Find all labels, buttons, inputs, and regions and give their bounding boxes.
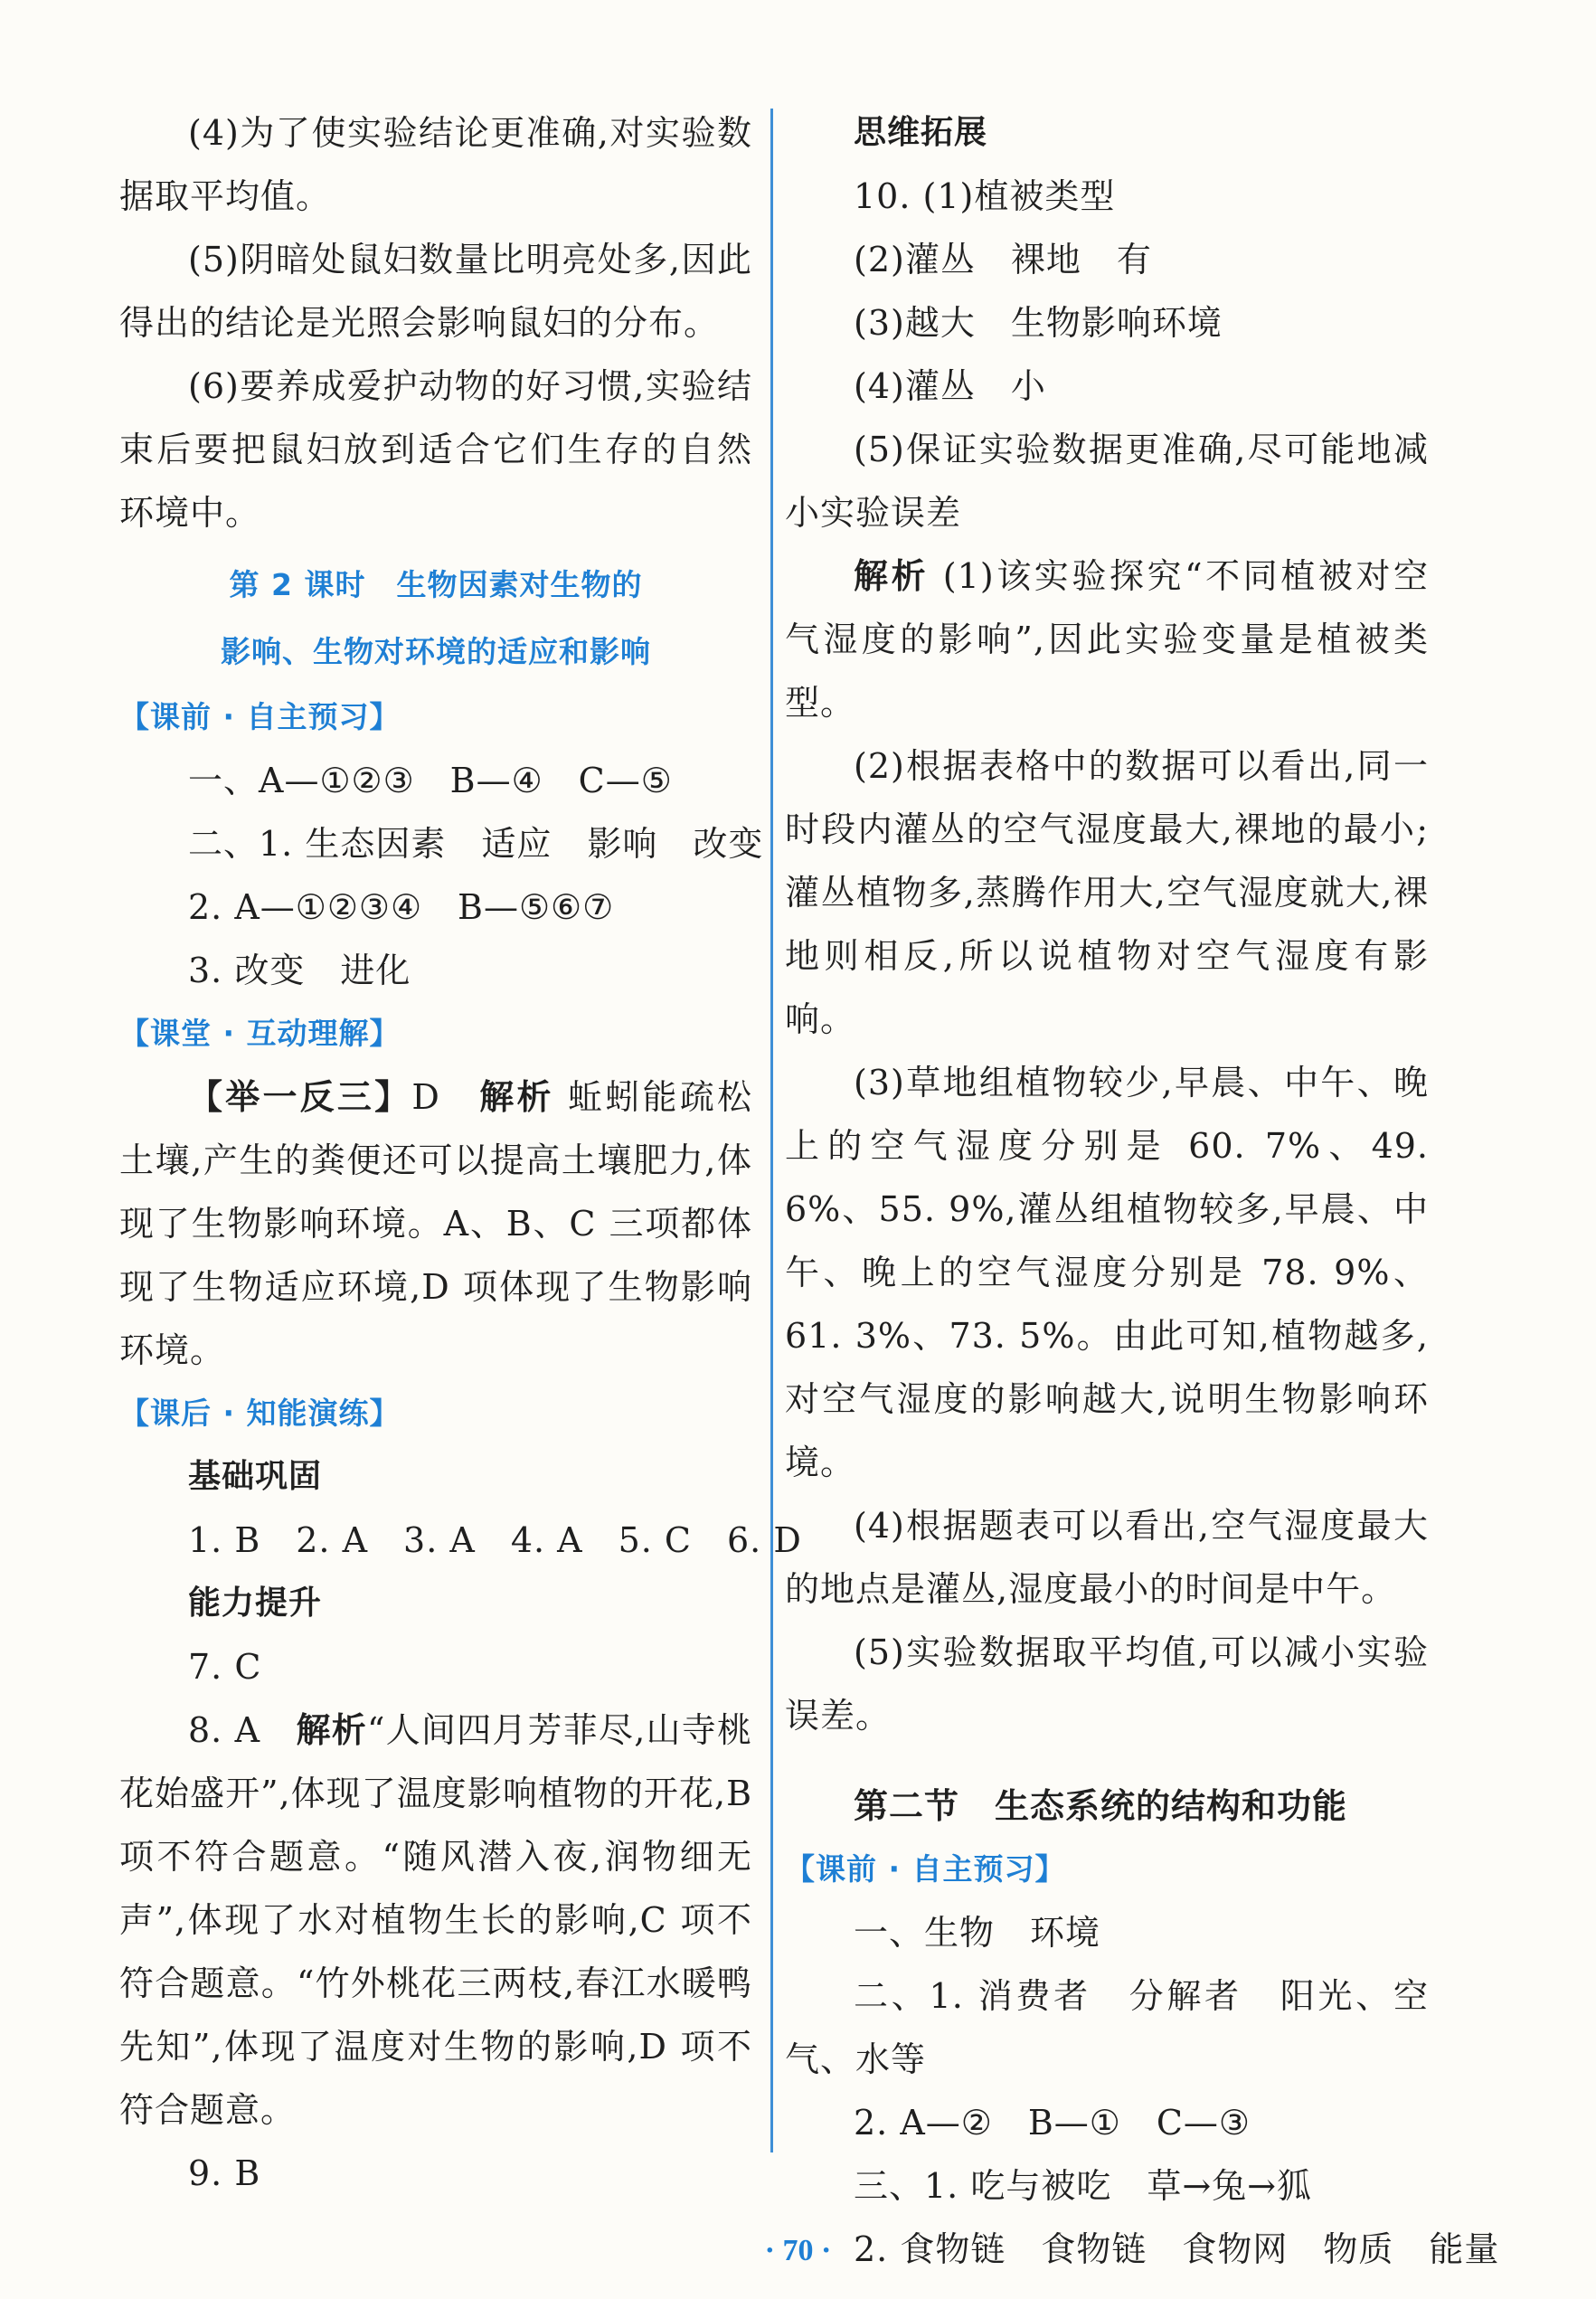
section-answer-4: 三、1. 吃与被吃 草→兔→狐 [854, 2166, 1313, 2206]
preview-answer-4: 3. 改变 进化 [188, 951, 411, 990]
answer-9: 9. B [188, 2153, 261, 2193]
example-label: 【举一反三】 [188, 1077, 412, 1117]
example-text: 蚯蚓能疏松土壤,产生的粪便还可以提高土壤肥力,体现了生物影响环境。A、B、C 三项都体现了生物适应环境,D 项体现了生物影响环境。 [119, 1077, 752, 1370]
section-title: 第二节 生态系统的结构和功能 [854, 1786, 1348, 1826]
column-divider [770, 109, 773, 2152]
answer-10-1: 10. (1)植被类型 [854, 176, 1116, 216]
analysis-10-2: (2)根据表格中的数据可以看出,同一时段内灌丛的空气湿度最大,裸地的最小;灌丛植物多,蒸腾作用大,空气湿度就大,裸地则相反,所以说植物对空气湿度有影响。 [785, 746, 1429, 1039]
answer-8-choice: 8. A [188, 1710, 297, 1750]
section-answer-2: 二、1. 消费者 分解者 阳光、空气、水等 [785, 1976, 1429, 2079]
lesson-title-line-2: 影响、生物对环境的适应和影响 [221, 634, 651, 669]
analysis-10-1 [785, 544, 1429, 734]
answer-6: (6)要养成爱护动物的好习惯,实验结束后要把鼠妇放到适合它们生存的自然环境中。 [119, 366, 752, 533]
answer-5: (5)阴暗处鼠妇数量比明亮处多,因此得出的结论是光照会影响鼠妇的分布。 [119, 240, 752, 343]
section-answer-5: 2. 食物链 食物链 食物网 物质 能量 [854, 2229, 1500, 2269]
tag-preview: 【课前 · 自主预习】 [119, 699, 401, 734]
left-column [119, 101, 802, 2205]
tag-preview-2: 【课前 · 自主预习】 [785, 1851, 1066, 1887]
answer-10-2: (2)灌丛 裸地 有 [854, 240, 1152, 279]
page-number: · 70 · [764, 2234, 832, 2267]
answer-8-text: “人间四月芳菲尽,山寺桃花始盛开”,体现了温度影响植物的开花,B 项不符合题意。“随风潜入夜,润物细无声”,体现了水对植物生长的影响,C 项不符合题意。“竹外桃花三两枝,春江水暖鸭先知”,体现了温度对生物的影响,D 项不符合题意。 [119, 1710, 752, 2130]
preview-answer-1: 一、A—①②③ B—④ C—⑤ [188, 761, 673, 800]
subhead-ability: 能力提升 [188, 1585, 323, 1622]
subhead-basic: 基础巩固 [188, 1458, 323, 1495]
section-answer-1: 一、生物 环境 [854, 1913, 1101, 1953]
tag-classroom: 【课堂 · 互动理解】 [119, 1016, 401, 1051]
answer-10-5: (5)保证实验数据更准确,尽可能地减小实验误差 [785, 430, 1429, 533]
right-column [785, 101, 1500, 2281]
example-answer: D [411, 1077, 480, 1117]
basic-answers: 1. B 2. A 3. A 4. A 5. C 6. D [188, 1520, 802, 1560]
analysis-10-1-text: (1)该实验探究“不同植被对空气湿度的影响”,因此实验变量是植被类型。 [785, 556, 1429, 723]
analysis-10-4: (4)根据题表可以看出,空气湿度最大的地点是灌丛,湿度最小的时间是中午。 [785, 1506, 1429, 1609]
example-analysis [119, 1065, 752, 1382]
analysis-label: 解析 [296, 1710, 367, 1750]
analysis-10-5: (5)实验数据取平均值,可以减小实验误差。 [785, 1632, 1429, 1736]
analysis-10-3: (3)草地组植物较少,早晨、中午、晚上的空气湿度分别是 60. 7%、49. 6%、55. 9%,灌丛组植物较多,早晨、中午、晚上的空气湿度分别是 78. 9%、61. 3%、73. 5%。由此可知,植物越多,对空气湿度的影响越大,说明生物影响环境。 [785, 1063, 1429, 1482]
analysis-label: 解析 [479, 1077, 554, 1117]
preview-answer-2: 二、1. 生态因素 适应 影响 改变 [188, 824, 764, 864]
preview-answer-3: 2. A—①②③④ B—⑤⑥⑦ [188, 887, 615, 927]
section-answer-3: 2. A—② B—① C—③ [854, 2103, 1251, 2143]
lesson-title-line-1: 第 2 课时 生物因素对生物的 [229, 567, 643, 602]
answer-8 [119, 1698, 752, 2142]
subhead-thinking: 思维拓展 [854, 114, 988, 151]
answer-10-4: (4)灌丛 小 [854, 366, 1046, 406]
answer-7: 7. C [188, 1647, 262, 1687]
tag-after-class: 【课后 · 知能演练】 [119, 1395, 401, 1431]
analysis-label: 解析 [854, 556, 930, 596]
answer-4: (4)为了使实验结论更准确,对实验数据取平均值。 [119, 113, 752, 216]
answer-10-3: (3)越大 生物影响环境 [854, 303, 1223, 343]
